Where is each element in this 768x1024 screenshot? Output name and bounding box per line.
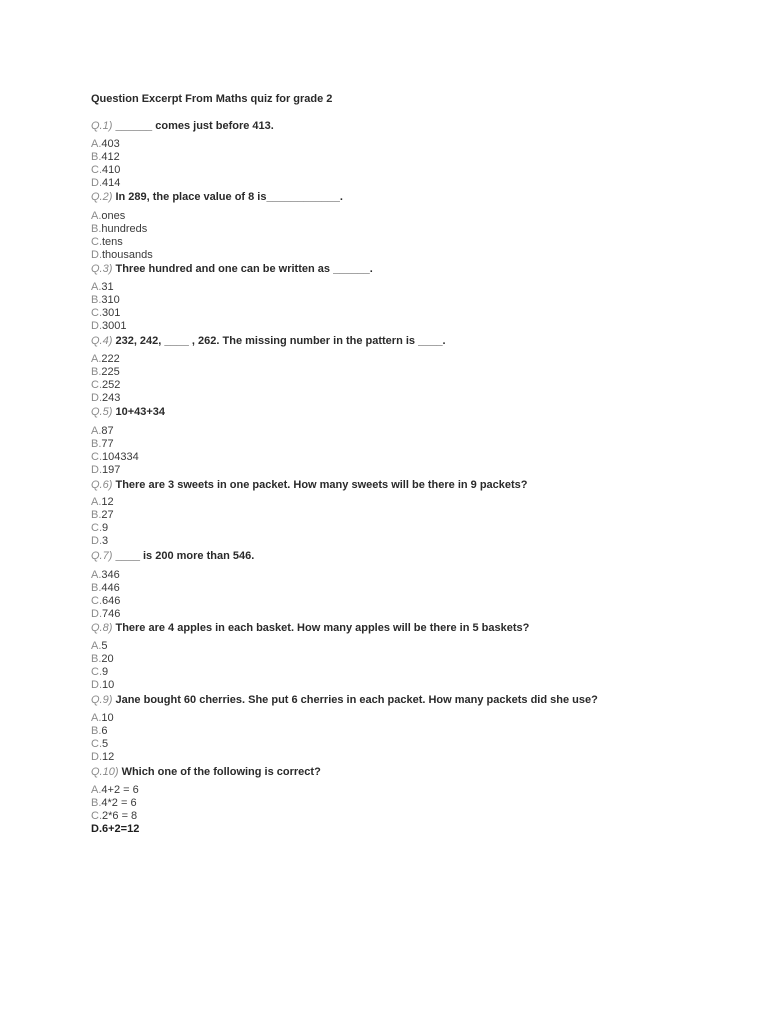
- question-number: Q.7): [91, 550, 113, 562]
- option-a: A.346: [91, 569, 120, 581]
- question-2: [91, 191, 343, 203]
- question-9: [91, 694, 598, 706]
- option-b: B.6: [91, 725, 108, 737]
- question-text: In 289, the place value of 8 is____________.: [115, 191, 343, 203]
- document-title: Question Excerpt From Maths quiz for grade 2: [91, 93, 333, 105]
- question-number: Q.3): [91, 263, 113, 275]
- option-b: B.412: [91, 151, 120, 163]
- option-c: C.tens: [91, 236, 123, 248]
- option-a: A.10: [91, 712, 114, 724]
- option-a: A.87: [91, 425, 114, 437]
- question-number: Q.4): [91, 335, 113, 347]
- option-a: A.222: [91, 353, 120, 365]
- question-text: ____ is 200 more than 546.: [115, 550, 255, 562]
- option-a: A.5: [91, 640, 108, 652]
- option-a: A.403: [91, 138, 120, 150]
- option-c: C.646: [91, 595, 121, 607]
- option-d: D.197: [91, 464, 121, 476]
- question-3: [91, 263, 373, 275]
- option-c: C.301: [91, 307, 121, 319]
- question-text: ______ comes just before 413.: [115, 120, 274, 132]
- option-d: D.12: [91, 751, 115, 763]
- option-d: D.746: [91, 608, 121, 620]
- option-d: D.6+2=12: [91, 823, 140, 835]
- question-text: 232, 242, ____ , 262. The missing number in the pattern is ____.: [115, 335, 446, 347]
- option-a: A.31: [91, 281, 114, 293]
- option-b: B.446: [91, 582, 120, 594]
- option-b: B.4*2 = 6: [91, 797, 137, 809]
- question-number: Q.9): [91, 694, 113, 706]
- option-c: C.104334: [91, 451, 139, 463]
- option-d: D.414: [91, 177, 121, 189]
- question-text: There are 3 sweets in one packet. How many sweets will be there in 9 packets?: [115, 479, 528, 491]
- option-d: D.3001: [91, 320, 127, 332]
- option-c: C.5: [91, 738, 109, 750]
- option-c: C.9: [91, 522, 109, 534]
- option-b: B.77: [91, 438, 114, 450]
- option-c: C.9: [91, 666, 109, 678]
- option-d: D.10: [91, 679, 115, 691]
- question-number: Q.2): [91, 191, 113, 203]
- option-b: B.20: [91, 653, 114, 665]
- option-d: D.thousands: [91, 249, 153, 261]
- question-text: Three hundred and one can be written as ______.: [115, 263, 373, 275]
- option-a: A.ones: [91, 210, 126, 222]
- option-a: A.12: [91, 496, 114, 508]
- option-b: B.310: [91, 294, 120, 306]
- question-7: [91, 550, 254, 562]
- question-1: [91, 120, 274, 132]
- option-b: B.27: [91, 509, 114, 521]
- option-b: B.hundreds: [91, 223, 148, 235]
- option-c: C.2*6 = 8: [91, 810, 138, 822]
- question-number: Q.1): [91, 120, 113, 132]
- option-c: C.252: [91, 379, 121, 391]
- question-number: Q.6): [91, 479, 113, 491]
- question-text: Jane bought 60 cherries. She put 6 cherries in each packet. How many packets did she use?: [115, 694, 598, 706]
- question-8: [91, 622, 529, 634]
- option-d: D.243: [91, 392, 121, 404]
- question-10: [91, 766, 321, 778]
- question-number: Q.5): [91, 406, 113, 418]
- question-6: [91, 479, 528, 491]
- question-4: [91, 335, 446, 347]
- option-b: B.225: [91, 366, 120, 378]
- question-5: [91, 406, 165, 418]
- question-text: There are 4 apples in each basket. How many apples will be there in 5 baskets?: [115, 622, 530, 634]
- option-d: D.3: [91, 535, 109, 547]
- option-c: C.410: [91, 164, 121, 176]
- question-text: Which one of the following is correct?: [121, 766, 321, 778]
- option-a: A.4+2 = 6: [91, 784, 139, 796]
- question-number: Q.8): [91, 622, 113, 634]
- question-text: 10+43+34: [115, 406, 166, 418]
- question-number: Q.10): [91, 766, 119, 778]
